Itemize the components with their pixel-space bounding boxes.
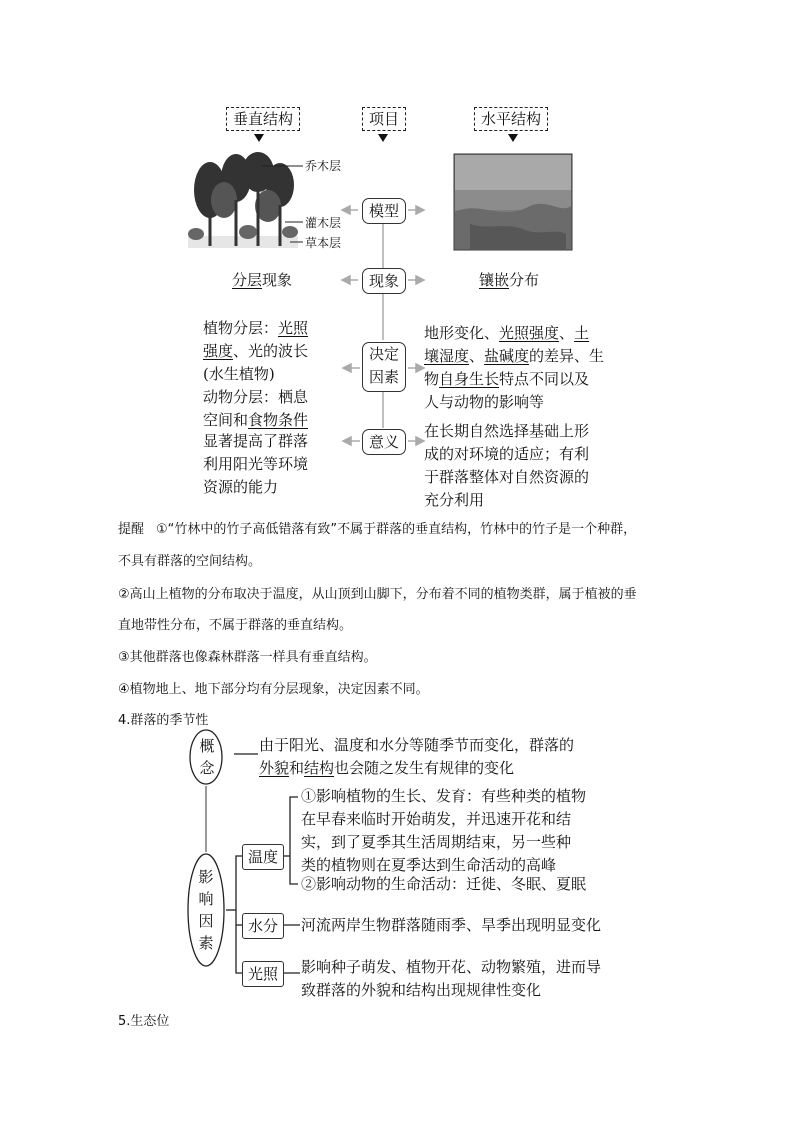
header-arrows	[254, 134, 518, 142]
water-text: 河流两岸生物群落随雨季、旱季出现明显变化	[301, 916, 602, 934]
concept-node: 概 念	[199, 737, 215, 777]
header-horizontal-structure: 水平结构	[474, 107, 548, 131]
factors-node: 影 响 因 素	[198, 868, 214, 952]
right-factor-text: 地形变化、光照强度、土 壤湿度、盐碱度的差异、生 物自身生长特点不同以及 人与动物的影响等	[424, 324, 605, 411]
water-node: 水分	[242, 913, 284, 939]
temperature-node: 温度	[242, 844, 284, 870]
model-node: 模型	[362, 198, 406, 224]
concept-text: 由于阳光、温度和水分等随季节而变化，群落的 外貌和结构也会随之发生有规律的变化	[259, 736, 575, 777]
tip-paragraph-1b: 不具有群落的空间结构。	[118, 554, 262, 569]
label-herb-layer: 草本层	[305, 236, 342, 250]
tip-paragraph-2a: ②高山上植物的分布取决于温度，从山顶到山脚下，分布着不同的植物类群，属于植被的垂	[118, 587, 637, 602]
left-factor-text: 植物分层：光照 强度、光的波长 (水生植物) 动物分层：栖息 空间和食物条件	[203, 319, 309, 429]
right-phenomenon: 镶嵌分布	[479, 271, 540, 289]
left-phenomenon: 分层现象	[232, 271, 293, 289]
header-vertical-structure: 垂直结构	[226, 107, 300, 131]
section-5-title: 5.生态位	[118, 1014, 170, 1029]
header-item: 项目	[362, 107, 406, 131]
forest-layers-illustration	[188, 152, 303, 248]
right-meaning-text: 在长期自然选择基础上形 成的对环境的适应；有利 于群落整体对自然资源的 充分利用	[424, 422, 590, 509]
temperature-animal-text: ②影响动物的生命活动：迁徙、冬眠、夏眠	[301, 875, 587, 893]
section-4-title: 4.群落的季节性	[118, 713, 209, 728]
temperature-plant-text: ①影响植物的生长、发育：有些种类的植物 在早春来临时开始萌发，并迅速开花和结 实，到了夏季其生活周期结束，另一些种 类的植物则在夏季达到生命活动的高峰	[301, 787, 587, 874]
meaning-node: 意义	[362, 429, 406, 455]
landscape-photo	[454, 154, 572, 250]
light-node: 光照	[242, 961, 284, 987]
label-tree-layer: 乔木层	[305, 159, 342, 173]
tip-paragraph-3: ③其他群落也像森林群落一样具有垂直结构。	[118, 650, 377, 665]
label-shrub-layer: 灌木层	[305, 216, 342, 230]
light-text: 影响种子萌发、植物开花、动物繁殖，进而导 致群落的外貌和结构出现规律性变化	[301, 958, 602, 999]
tip-paragraph-1a: 提醒 ①“竹林中的竹子高低错落有致”不属于群落的垂直结构，竹林中的竹子是一个种群，	[118, 522, 637, 537]
tip-paragraph-4: ④植物地上、地下部分均有分层现象，决定因素不同。	[118, 682, 429, 697]
left-meaning-text: 显著提高了群落 利用阳光等环境 资源的能力	[203, 432, 309, 496]
phenomenon-node: 现象	[362, 268, 406, 294]
tip-paragraph-2b: 直地带性分布，不属于群落的垂直结构。	[118, 618, 353, 633]
factor-node: 决定 因素	[362, 342, 406, 392]
